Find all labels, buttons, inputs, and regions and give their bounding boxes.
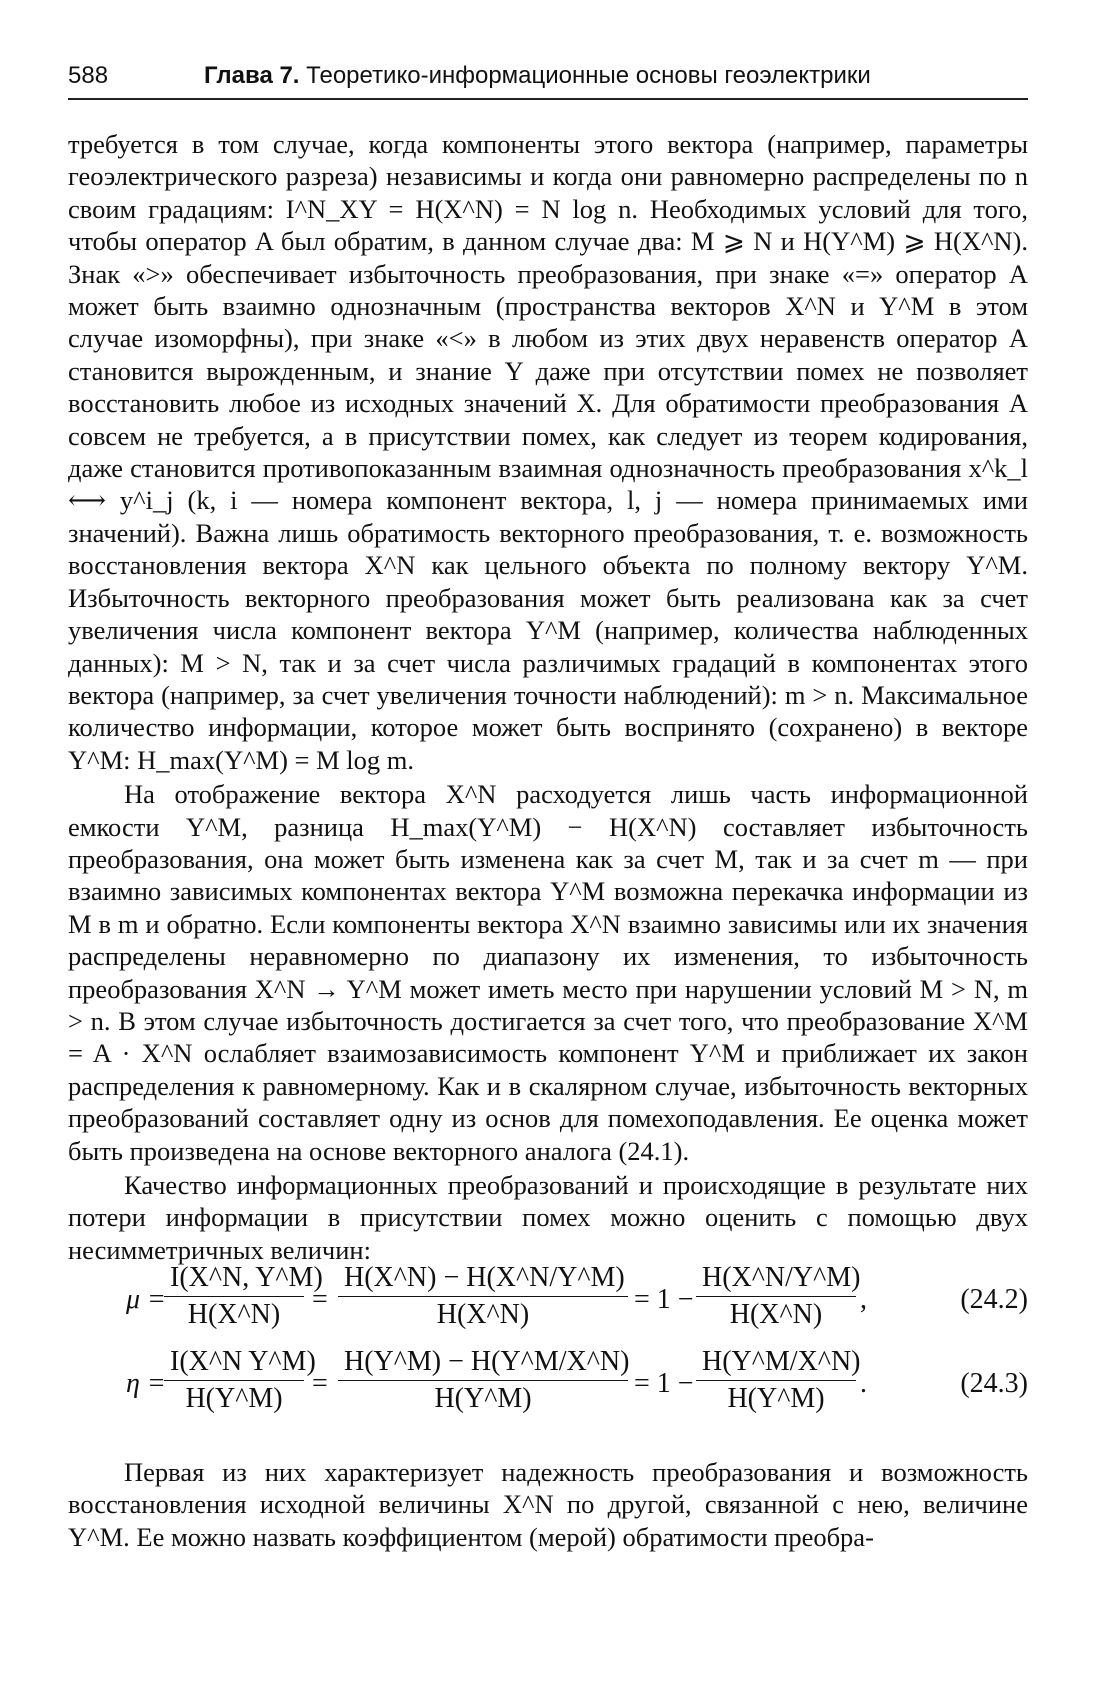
fraction [164,1262,323,1331]
punctuation: , [860,1284,867,1315]
fraction-numerator: I(X^N Y^M) [164,1346,304,1381]
paragraph: требуется в том случае, когда компоненты этого вектора (например, параметры геоэлектрического разреза) независимы и когда они равномерно распределены по n своим градациям: I^N_XY = H(X^N) = N log n. Необходимых условий для того, чтобы оператор A был обратим, в данном случае два: M ⩾ N и H(Y^M) ⩾ H(X^N). Знак «>» обеспечивает избыточность преобразования, при знаке «=» оператор A может быть взаимно однозначным (пространства векторов X^N и Y^M в этом случае изоморфны), при знаке «<» в любом из этих двух неравенств оператор A становится вырожденным, и знание Y даже при отсутствии помех не позволяет восстановить любое из исходных значений X. Для обратимости преобразования A совсем не требуется, а в присутствии помех, как следует из теорем кодирования, даже становится противопоказанным взаимная однозначность преобразования x^k_l ⟷ y^i_j (k, i — номера компонент вектора, l, j — номера принимаемых ими значений). Важна лишь обратимость векторного преобразования, т. е. возможность восстановления вектора X^N как цельного объекта по полному вектору Y^M. Избыточность векторного преобразования может быть реализована как за счет увеличения числа компонент вектора Y^M (например, количества наблюденных данных): M > N, так и за счет числа различимых градаций в компонентах этого вектора (например, за счет увеличения точности наблюдений): m > n. Максимальное количество информации, которое может быть воспринято (сохранено) в векторе Y^M: H_max(Y^M) = M log m. [68,129,1029,775]
equation-24-2 [68,1262,1028,1342]
paragraph: Качество информационных преобразований и происходящие в результате них потери информации в присутствии помех можно оценить с помощью двух несимметричных величин: [68,1170,1028,1265]
page-header [68,58,1028,100]
fraction-denominator: H(X^N) [187,1299,281,1330]
paragraph: На отображение вектора X^N расходуется лишь часть информационной емкости Y^M, разница H_max(Y^M) − H(X^N) составляет избыточность преобразования, она может быть изменена как за счет M, так и за счет m — при взаимно зависимых компонентах вектора Y^M возможна перекачка информации из M в m и обратно. Если компоненты вектора X^N взаимно зависимы или их значения распределены неравномерно по диапазону их изменения, то избыточность преобразования X^N → Y^M может иметь место при нарушении условий M > N, m > n. В этом случае избыточность достигается за счет того, что преобразование X^M = A · X^N ослабляет взаимозависимость компонент Y^M и приближает их закон распределения к равномерному. Как и в скалярном случае, избыточность векторных преобразований составляет одну из основ для помехоподавления. Ее оценка может быть произведена на основе векторного аналога (24.1). [68,779,1028,1166]
fraction-denominator: H(Y^M) [727,1383,825,1414]
fraction-denominator: H(X^N) [729,1299,823,1330]
main-text [68,128,1028,1266]
page-number: 588 [68,62,109,89]
punctuation: . [860,1368,867,1399]
fraction-numerator: H(X^N) − H(X^N/Y^M) [338,1262,628,1297]
closing-text [68,1456,1028,1553]
one-minus: = 1 − [634,1368,694,1399]
running-title [204,62,871,90]
fraction [338,1346,628,1415]
equals-sign: = [312,1368,328,1399]
equation-lhs: η = [126,1368,166,1399]
chapter-title: Теоретико-информационные основы геоэлектрики [306,62,871,89]
equation-number: (24.2) [960,1284,1028,1315]
fraction-numerator: H(Y^M/X^N) [696,1346,856,1381]
equation-number: (24.3) [960,1368,1028,1399]
fraction-denominator: H(X^N) [436,1299,530,1330]
equation-lhs: μ = [126,1284,166,1315]
fraction-numerator: H(Y^M) − H(Y^M/X^N) [338,1346,628,1381]
equation-24-3 [68,1346,1028,1426]
fraction [696,1262,861,1331]
fraction-denominator: H(Y^M) [434,1383,532,1414]
fraction [164,1346,316,1415]
one-minus: = 1 − [634,1284,694,1315]
fraction-numerator: H(X^N/Y^M) [696,1262,856,1297]
fraction [338,1262,628,1331]
fraction-numerator: I(X^N, Y^M) [164,1262,304,1297]
fraction [696,1346,861,1415]
chapter-label: Глава 7. [204,62,300,89]
fraction-denominator: H(Y^M) [185,1383,283,1414]
paragraph: Первая из них характеризует надежность преобразования и возможность восстановления исходной величины X^N по другой, связанной с нею, величине Y^M. Ее можно назвать коэффициентом (мерой) обратимости преобра- [68,1457,1028,1552]
equals-sign: = [312,1284,328,1315]
